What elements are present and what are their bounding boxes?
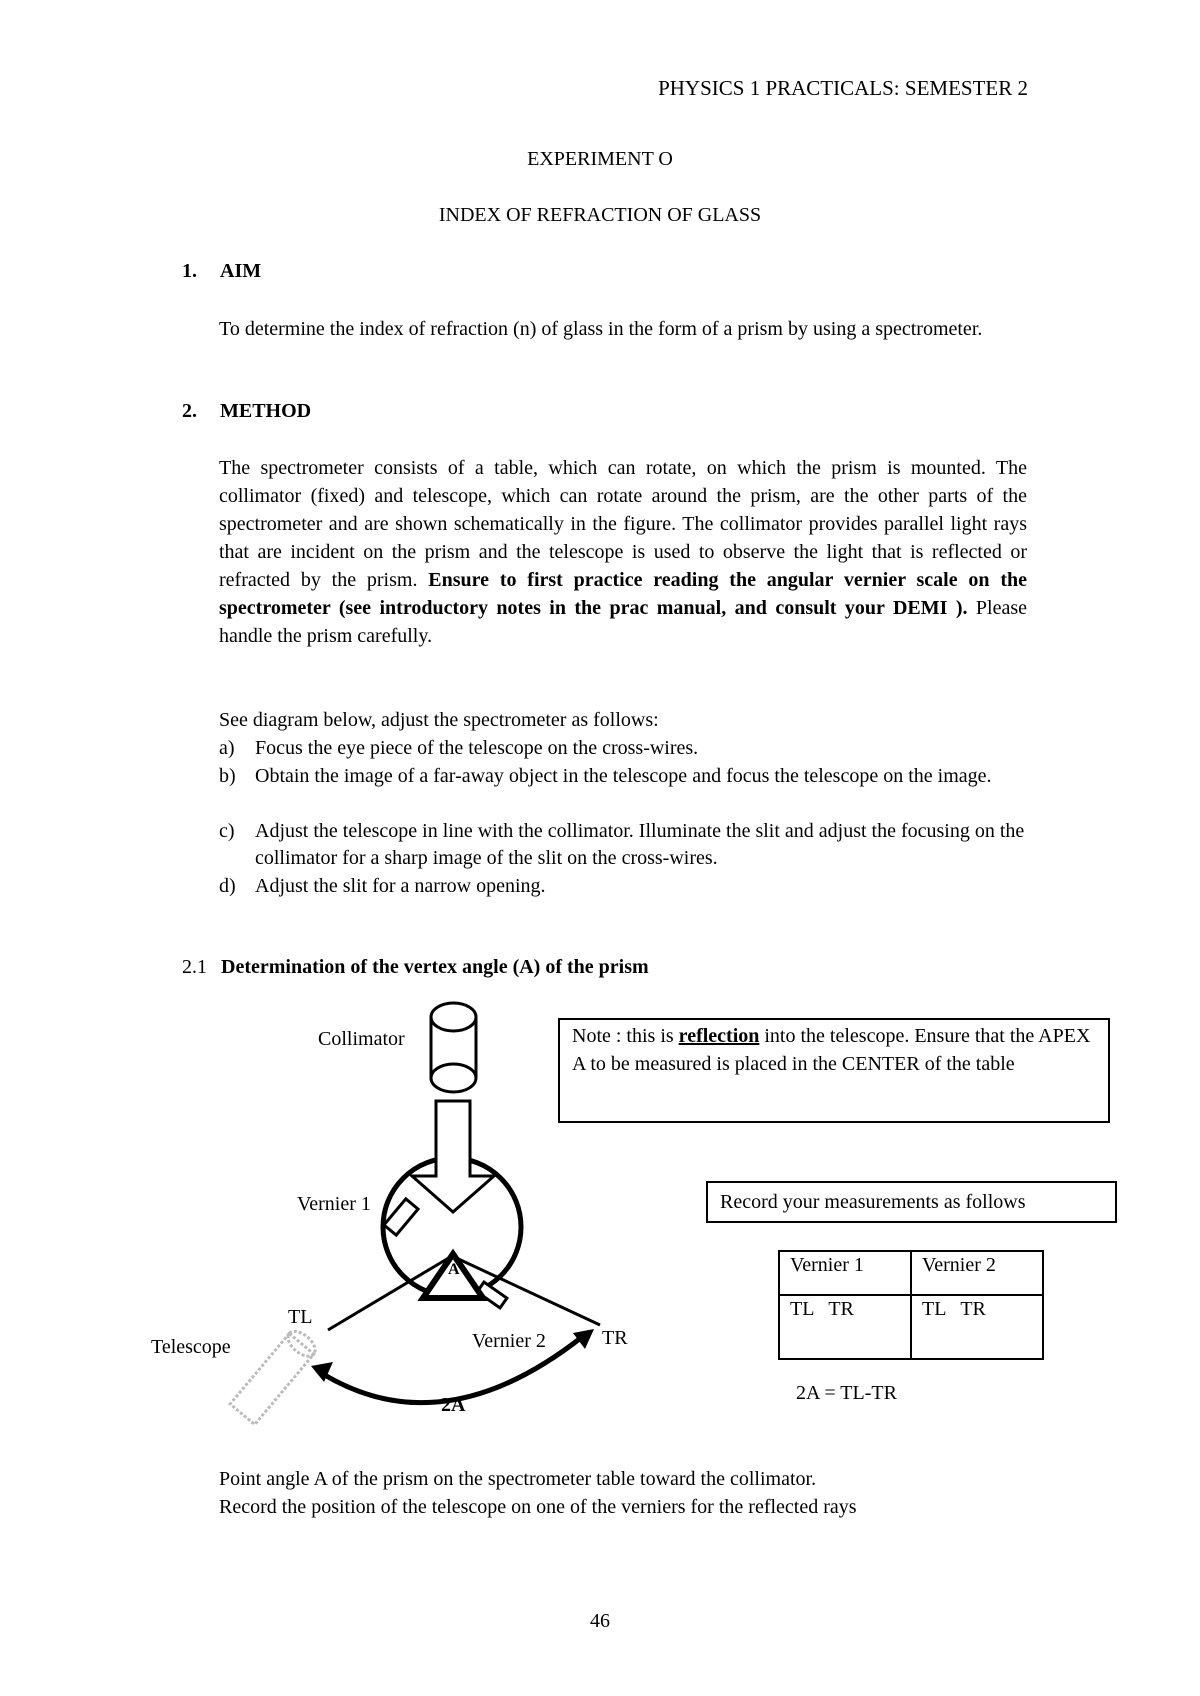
vernier-1-label: Vernier 1 (297, 1193, 371, 1215)
closing-line: Record the position of the telescope on one of the verniers for the reflected rays (219, 1496, 857, 1518)
aim-heading-text: AIM (220, 260, 262, 282)
table-header-cell: Vernier 1 (779, 1251, 911, 1295)
note-text: Note : this is (572, 1025, 674, 1047)
table-cell: TL TR (779, 1295, 911, 1359)
apex-label: A (448, 1261, 460, 1278)
angle-label: 2A (441, 1394, 466, 1416)
collimator-tube (431, 1003, 476, 1092)
list-text: Focus the eye piece of the telescope on the cross-wires. (255, 737, 699, 759)
note-emphasis: reflection (678, 1025, 760, 1047)
measurement-table (778, 1250, 1044, 1360)
telescope-label: Telescope (151, 1336, 231, 1358)
list-text: Obtain the image of a far-away object in the telescope and focus the telescope on the image. (255, 765, 992, 787)
page-number: 46 (590, 1610, 610, 1632)
table-row (779, 1295, 1043, 1359)
closing-line: Point angle A of the prism on the spectrometer table toward the collimator. (219, 1468, 817, 1490)
list-text: Adjust the telescope in line with the collimator. Illuminate the slit and adjust the focusing on the collimator for a sharp image of the slit on the cross-wires. (255, 820, 1025, 869)
table-cell: TL TR (911, 1295, 1043, 1359)
vernier-2-label: Vernier 2 (472, 1330, 546, 1352)
record-label-box: Record your measurements as follows (706, 1181, 1117, 1223)
aim-number: 1. (182, 260, 197, 282)
list-marker: c) (219, 820, 235, 842)
method-text-end: Please handle the prism carefully. (219, 597, 1028, 647)
method-emphasis: Ensure to first practice reading the angular vernier scale on the spectrometer (see introductory notes in the prac manual, and consult your DEMI ). (219, 569, 1027, 619)
telescope (230, 1327, 319, 1425)
list-marker: a) (219, 737, 235, 759)
tl-label: TL (288, 1306, 313, 1328)
note-box (558, 1018, 1110, 1123)
incident-beam-arrow (412, 1101, 494, 1212)
method-number: 2. (182, 400, 197, 422)
subsection-number: 2.1 (182, 956, 207, 978)
steps-intro: See diagram below, adjust the spectrometer as follows: (219, 709, 659, 731)
list-marker: b) (219, 765, 236, 787)
page-header: PHYSICS 1 PRACTICALS: SEMESTER 2 (658, 76, 1028, 100)
page-title: INDEX OF REFRACTION OF GLASS (438, 204, 762, 226)
table-row (779, 1251, 1043, 1295)
collimator-label: Collimator (318, 1028, 405, 1050)
list-marker: d) (219, 875, 236, 897)
table-header-cell: Vernier 2 (911, 1251, 1043, 1295)
experiment-label: EXPERIMENT O (527, 148, 673, 170)
aim-text: To determine the index of refraction (n) of glass in the form of a prism by using a spectrometer. (219, 318, 983, 340)
formula: 2A = TL-TR (796, 1382, 897, 1404)
subsection-title: Determination of the vertex angle (A) of the prism (221, 956, 649, 978)
method-heading-text: METHOD (220, 400, 312, 422)
method-text: The spectrometer consists of a table, which can rotate, on which the prism is mounted. The collimator (fixed) and telescope, which can rotate around the prism, are the other parts of the spectrometer and are shown schematically in the figure. The collimator provides parallel light rays that are incident on the prism and the telescope is used to observe the light that is reflected or refracted by the prism. (219, 457, 1027, 591)
list-text: Adjust the slit for a narrow opening. (255, 875, 546, 897)
note-text-end: into the telescope. Ensure that the APEX A to be measured is placed in the CENTER of the table (572, 1025, 1091, 1075)
tr-label: TR (602, 1327, 628, 1349)
